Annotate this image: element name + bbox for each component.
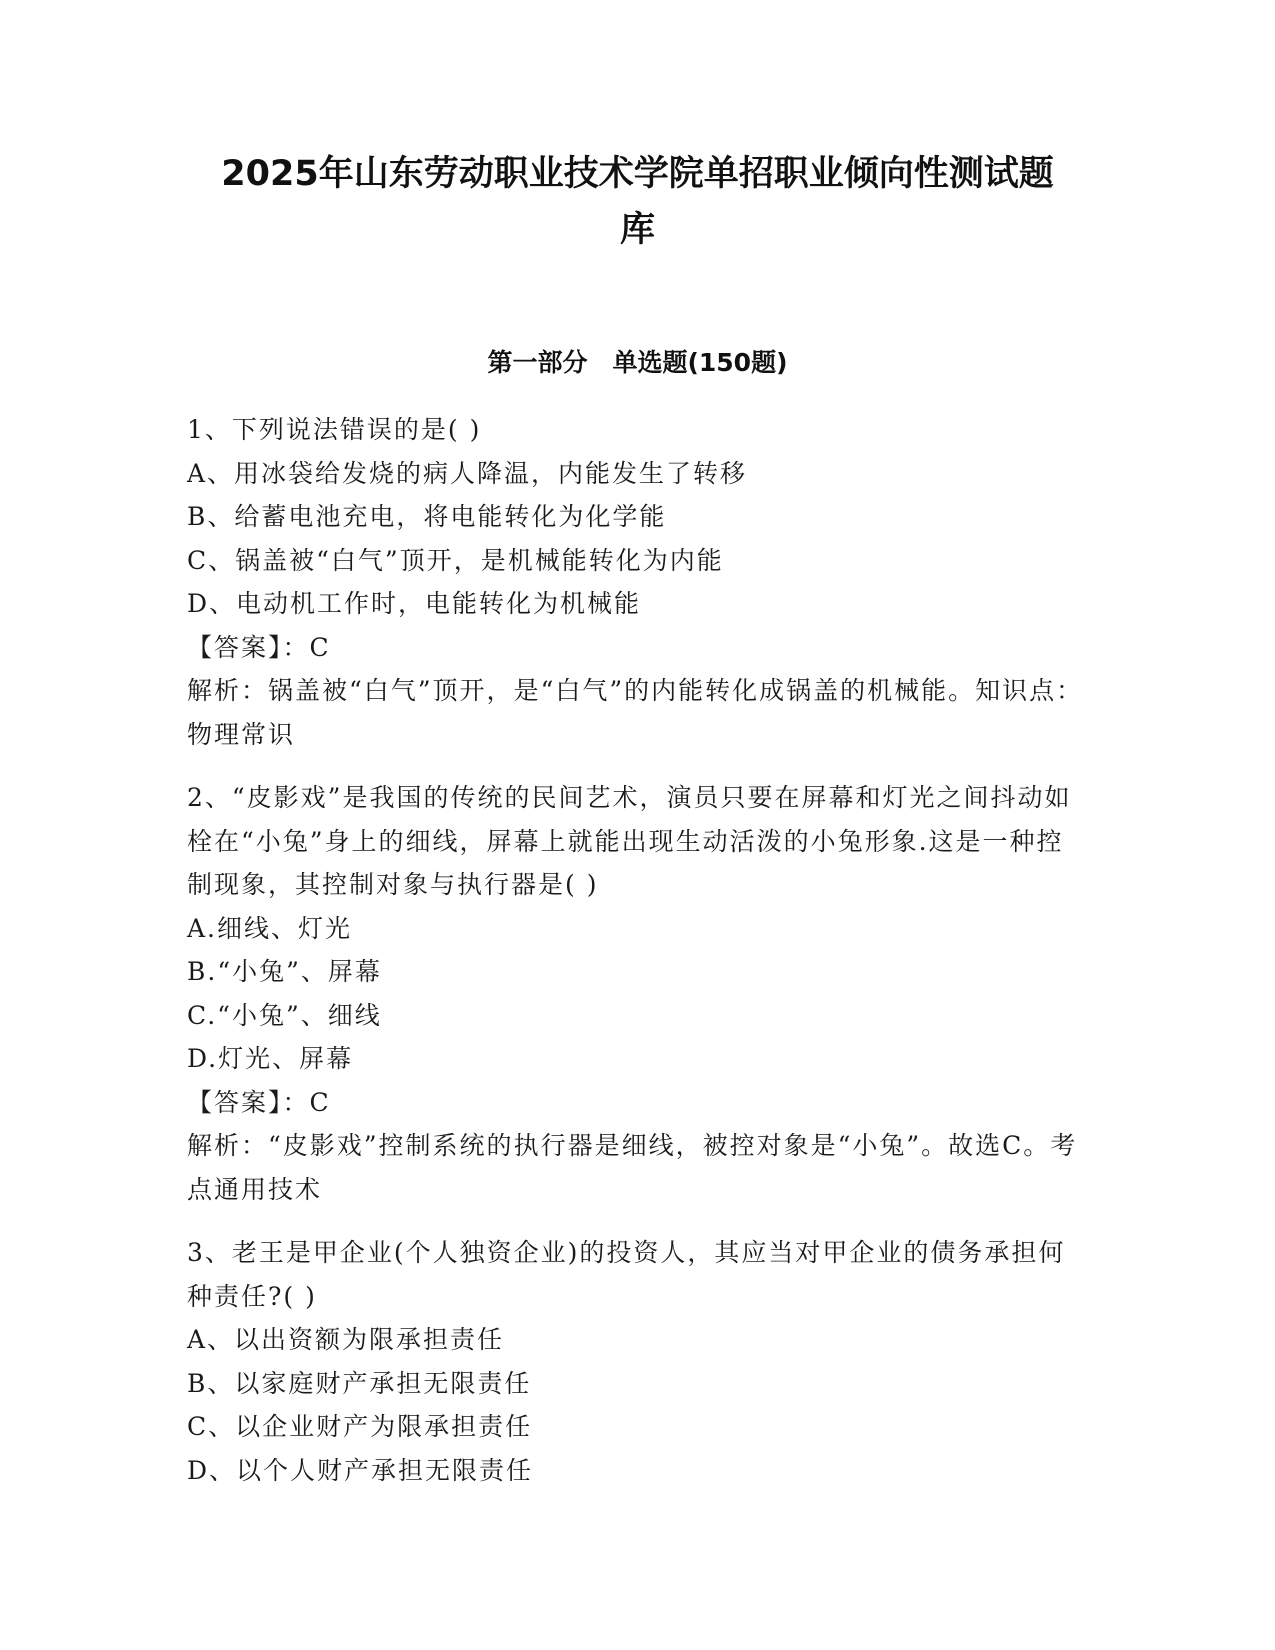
option-a: A.细线、灯光 [187,913,353,943]
answer: 【答案】：C [187,632,331,662]
title-line-2: 库 [619,210,655,250]
option-a: A、以出资额为限承担责任 [187,1325,505,1354]
analysis: 解析：锅盖被“白气”顶开，是“白气”的内能转化成锅盖的机械能。知识点：物理常识 [187,676,1084,749]
question-stem: 3、老王是甲企业(个人独资企业)的投资人，其应当对甲企业的债务承担何种责任?( ) [187,1238,1066,1311]
document-title [160,146,1115,258]
option-c: C、锅盖被“白气”顶开，是机械能转化为内能 [187,545,724,575]
option-d: D、以个人财产承担无限责任 [187,1455,534,1485]
option-b: B.“小兔”、屏幕 [187,957,382,986]
question-list [187,408,1087,1512]
analysis: 解析：“皮影戏”控制系统的执行器是细线，被控对象是“小兔”。故选C。考点通用技术 [187,1131,1078,1204]
section-title: 第一部分 单选题(150题) [487,348,788,377]
question-2 [187,776,1087,1211]
option-b: B、以家庭财产承担无限责任 [187,1368,532,1398]
title-line-1: 2025年山东劳动职业技术学院单招职业倾向性测试题 [221,154,1054,194]
question-1 [187,408,1087,756]
question-stem: 1、下列说法错误的是( ) [187,415,482,444]
option-a: A、用冰袋给发烧的病人降温，内能发生了转移 [187,458,748,488]
option-c: C、以企业财产为限承担责任 [187,1412,533,1441]
answer: 【答案】：C [187,1087,331,1117]
option-d: D、电动机工作时，电能转化为机械能 [187,589,642,618]
question-stem: 2、“皮影戏”是我国的传统的民间艺术，演员只要在屏幕和灯光之间抖动如栓在“小兔”身上的细线，屏幕上就能出现生动活泼的小兔形象.这是一种控制现象，其控制对象与执行器是( ) [187,783,1072,899]
option-b: B、给蓄电池充电，将电能转化为化学能 [187,502,667,531]
question-3 [187,1231,1087,1492]
option-c: C.“小兔”、细线 [187,1000,382,1030]
option-d: D.灯光、屏幕 [187,1044,354,1073]
